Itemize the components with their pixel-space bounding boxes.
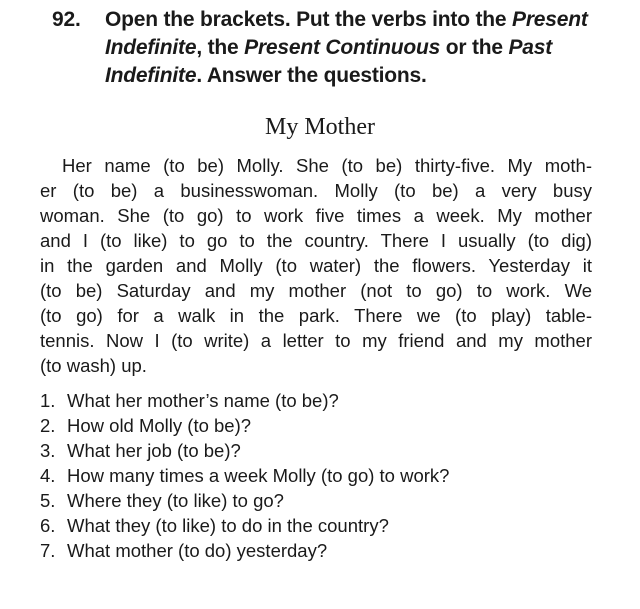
question-number: 6. xyxy=(40,515,56,536)
question-item xyxy=(40,413,592,438)
question-text: How many times a week Molly (to go) to work? xyxy=(67,465,450,486)
story-line: woman. She (to go) to work five times a week. My mother xyxy=(40,205,592,226)
instruction-part: or the xyxy=(440,36,509,59)
question-number: 5. xyxy=(40,490,56,511)
story-line: and I (to like) to go to the country. There I usually (to dig) xyxy=(40,230,592,251)
question-item xyxy=(40,538,592,563)
question-text: Where they (to like) to go? xyxy=(67,490,284,511)
story-line: (to wash) up. xyxy=(40,355,147,376)
question-item xyxy=(40,463,592,488)
story-text xyxy=(40,153,592,378)
question-number: 7. xyxy=(40,540,56,561)
story-line: (to go) for a walk in the park. There we (to play) table- xyxy=(40,305,592,326)
question-text: What her mother’s name (to be)? xyxy=(67,390,339,411)
instruction-part: , the xyxy=(196,36,245,59)
question-number: 2. xyxy=(40,415,56,436)
tense-past-indefinite: Past Indefinite xyxy=(105,36,553,87)
story-line: tennis. Now I (to write) a letter to my friend and my mother xyxy=(40,330,592,351)
tense-present-continuous: Present Continuous xyxy=(244,36,441,59)
question-number: 4. xyxy=(40,465,56,486)
story-line: er (to be) a businesswoman. Molly (to be) a very busy xyxy=(40,180,592,201)
question-text: What they (to like) to do in the country? xyxy=(67,515,389,536)
tense-present-indefinite: Present Indefinite xyxy=(105,8,588,59)
story-line: (to be) Saturday and my mother (not to go) to work. We xyxy=(40,280,592,301)
question-list xyxy=(40,388,592,563)
instruction-part: Open the brackets. Put the verbs into the xyxy=(105,8,513,31)
question-item xyxy=(40,438,592,463)
story-title: My Mother xyxy=(265,114,375,140)
story-line: Her name (to be) Molly. She (to be) thirty-five. My moth- xyxy=(62,155,592,176)
story-line: in the garden and Molly (to water) the flowers. Yesterday it xyxy=(40,255,592,276)
question-item xyxy=(40,513,592,538)
exercise-instruction xyxy=(105,6,612,90)
instruction-part: . Answer the questions. xyxy=(196,64,427,87)
exercise-number: 92. xyxy=(52,8,81,31)
question-number: 1. xyxy=(40,390,56,411)
exercise-header xyxy=(52,6,612,90)
question-item xyxy=(40,488,592,513)
question-text: What mother (to do) yesterday? xyxy=(67,540,328,561)
question-text: What her job (to be)? xyxy=(67,440,241,461)
question-text: How old Molly (to be)? xyxy=(67,415,252,436)
question-number: 3. xyxy=(40,440,56,461)
question-item xyxy=(40,388,592,413)
